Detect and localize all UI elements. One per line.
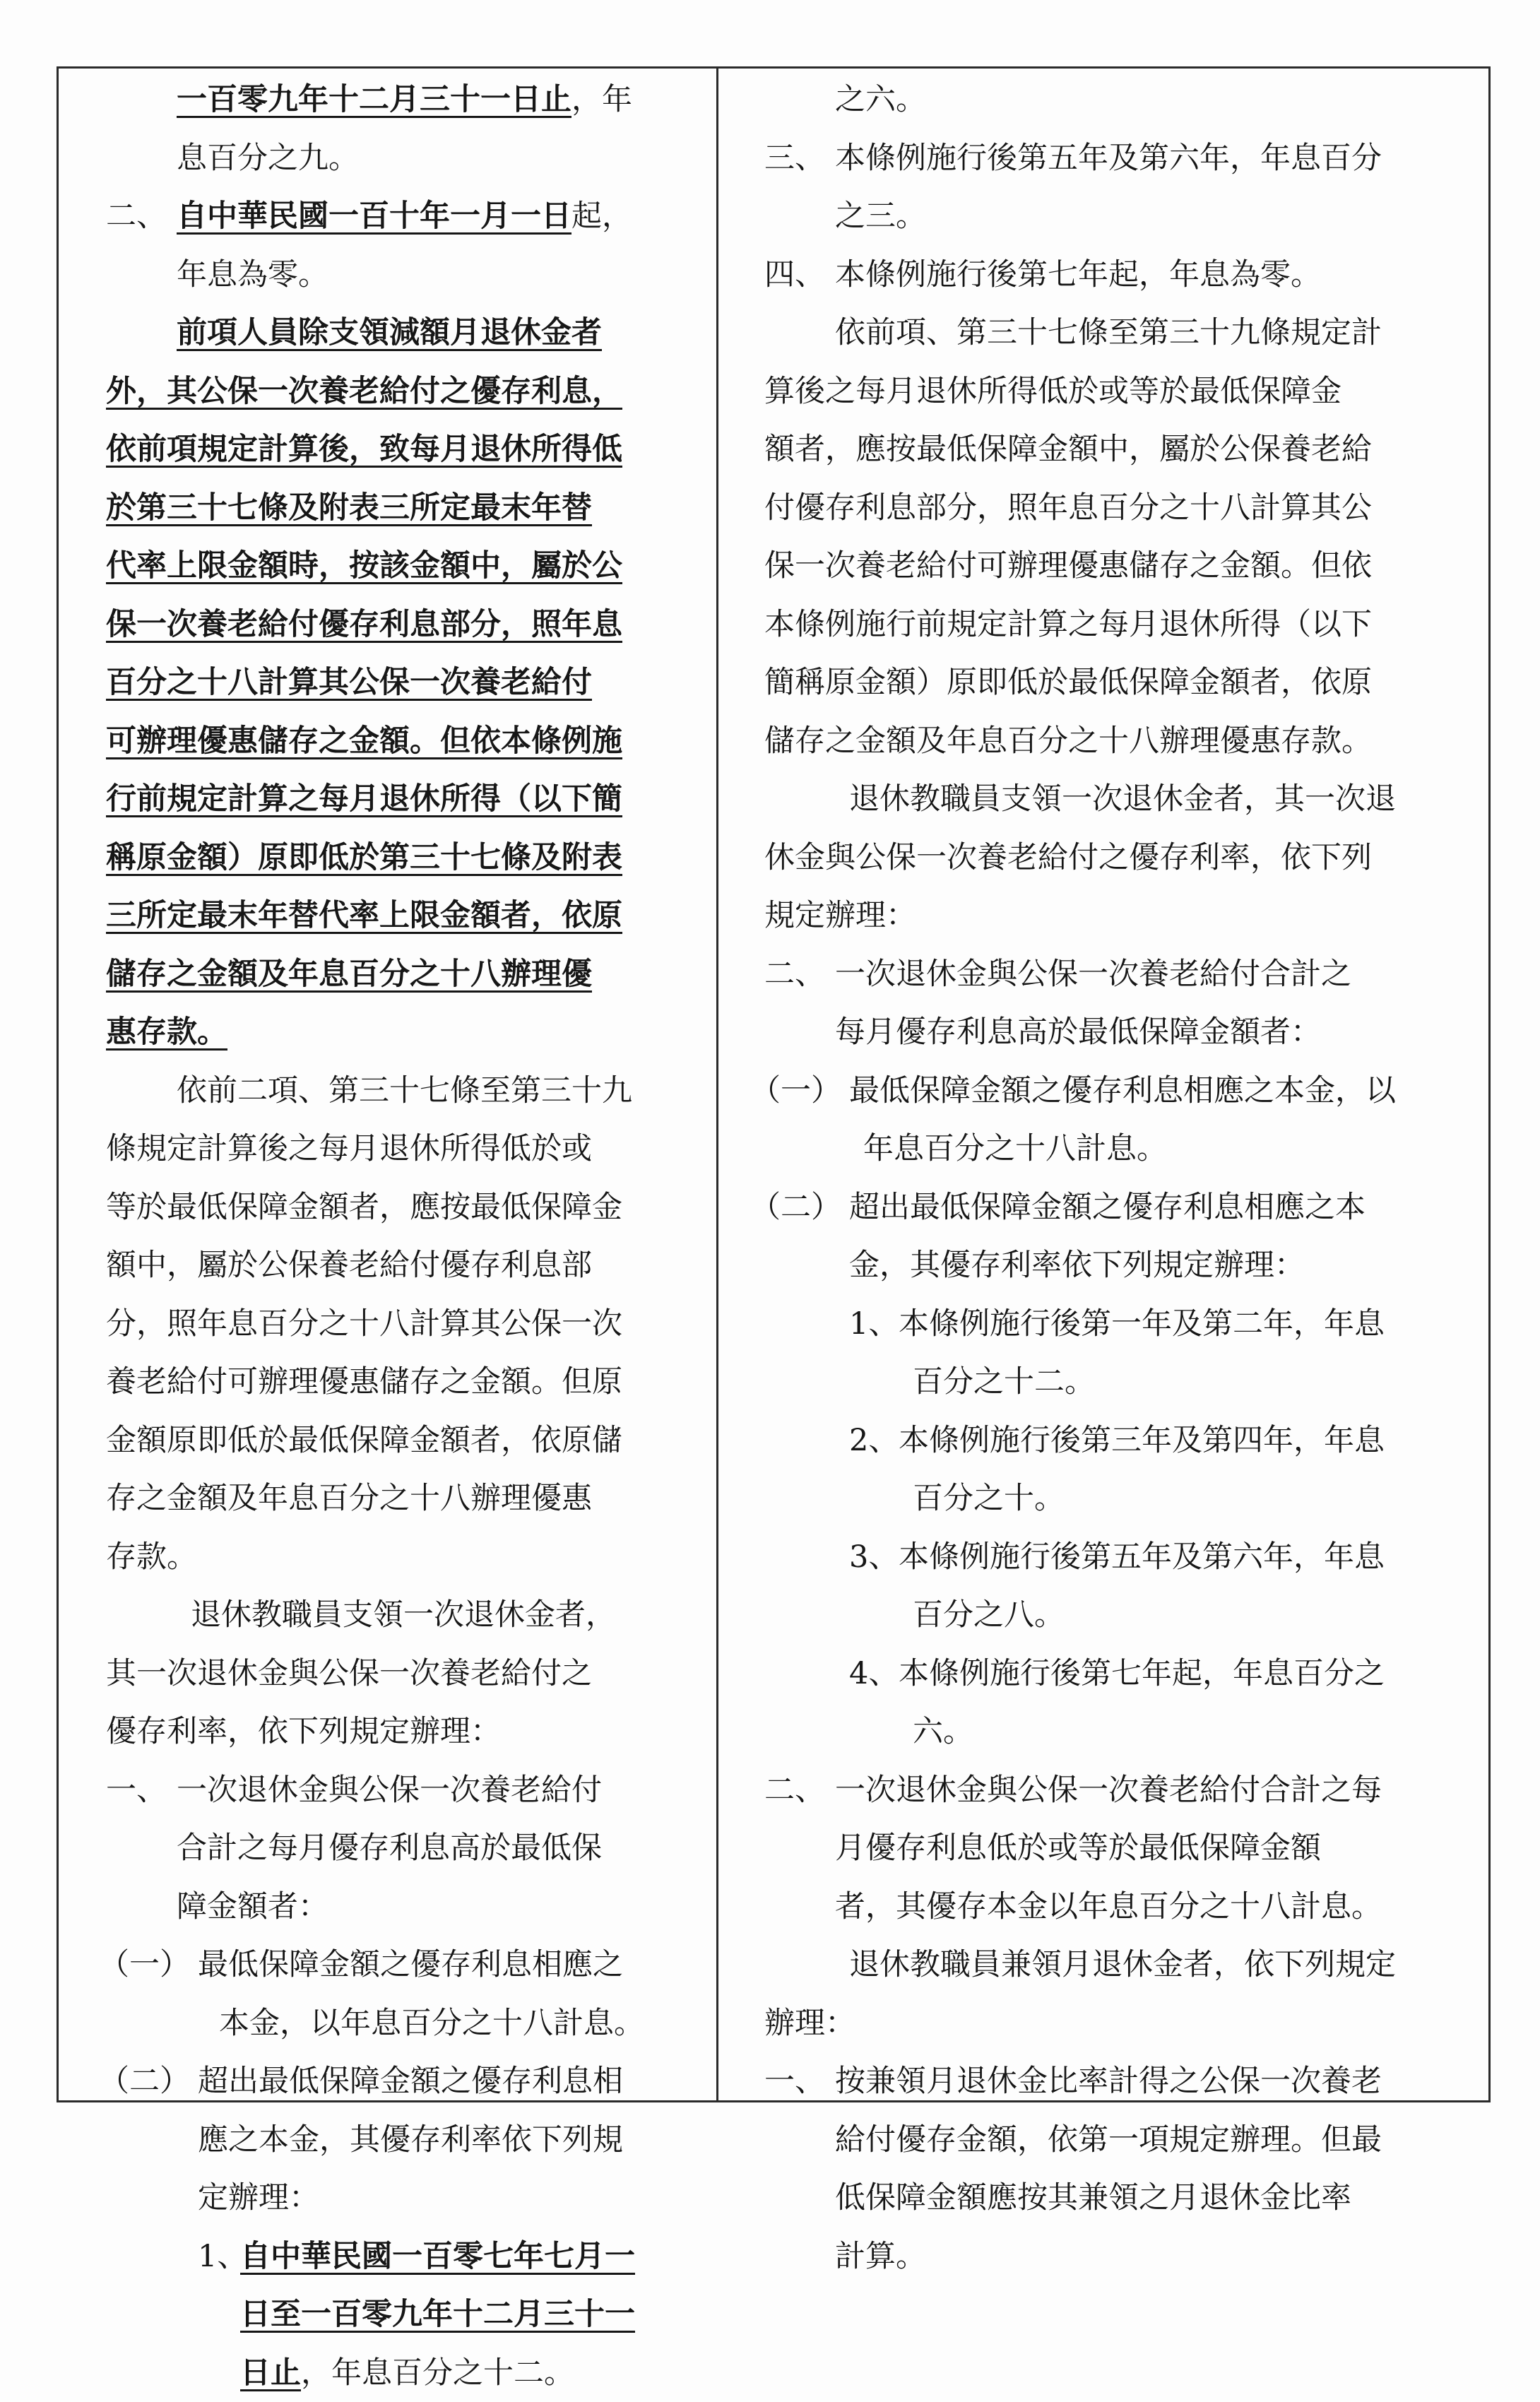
list-item-2: 二、 一次退休金與公保一次養老給付合計之 每月優存利息高於最低保障金額者： xyxy=(764,945,1475,1062)
numbered-item-3: 3、 本條例施行後第五年及第六年，年息 百分之八。 xyxy=(764,1528,1475,1645)
amended-paragraph: 前項人員除支領減額月退休金者 外，其公保一次養老給付之優存利息， 依前項規定計算後，致每月退休所得低 於第三十七條及附表三所定最末年替 代率上限金額時，按該金額中，屬於公 保一次養老給付優存利息部分，照年息 百分之十八計算其公保一次養老給付 可辦理優惠儲存之金額。但依本條例施 行前規定計算之每月退休所得（以下簡 稱原金額）原即低於第三十七條及附表 三所定最末年替代率上限金額者，依原 儲存之金額及年息百分之十八辦理優 惠存款。 xyxy=(106,304,705,1062)
sub-item-2: （二） 超出最低保障金額之優存利息相應之本 金，其優存利率依下列規定辦理： xyxy=(764,1178,1475,1295)
list-marker: （一） xyxy=(99,1936,190,1994)
paragraph: 依前項、第三十七條至第三十九條規定計 算後之每月退休所得低於或等於最低保障金 額者，應按最低保障金額中，屬於公保養老給 付優存利息部分，照年息百分之十八計算其公 保一次養老給付可辦理優惠儲存之金額。但依 本條例施行前規定計算之每月退休所得（以下 簡稱原金額）原即低於最低保障金額者，依原 儲存之金額及年息百分之十八辦理優惠存款。 xyxy=(764,304,1475,770)
list-item-2b: 二、 一次退休金與公保一次養老給付合計之每 月優存利息低於或等於最低保障金額 者，其優存本金以年息百分之十八計息。 xyxy=(764,1761,1475,1936)
left-continuation: 一百零九年十二月三十一日止，年 息百分之九。 xyxy=(106,71,705,187)
amended-text: 一百零九年十二月三十一日止 xyxy=(177,82,571,117)
amended-text: 日至一百零九年十二月三十一 xyxy=(240,2285,705,2344)
numbered-item-2: 2、 本條例施行後第三年及第四年，年息 百分之十。 xyxy=(764,1412,1475,1528)
list-item-2: 二、 自中華民國一百十年一月一日起， 年息為零。 xyxy=(106,187,705,304)
paragraph: 依前二項、第三十七條至第三十九 條規定計算後之每月退休所得低於或 等於最低保障金額者，應按最低保障金 額中，屬於公保養老給付優存利息部 分，照年息百分之十八計算其公保一次 養老給付可辦理優惠儲存之金額。但原 金額原即低於最低保障金額者，依原儲 存之金額及年息百分之十八辦理優惠 存款。 xyxy=(106,1062,705,1587)
numbered-item-1: 1、 本條例施行後第一年及第二年，年息 百分之十二。 xyxy=(764,1295,1475,1412)
list-marker: 1、 xyxy=(198,2228,247,2286)
list-item-1: 一、 按兼領月退休金比率計得之公保一次養老 給付優存金額，依第一項規定辦理。但最 低保障金額應按其兼領之月退休金比率 計算。 xyxy=(764,2052,1475,2285)
list-item-4: 四、 本條例施行後第七年起，年息為零。 xyxy=(764,246,1475,304)
right-column xyxy=(764,71,1475,2285)
left-column xyxy=(106,71,705,2402)
paragraph: 退休教職員支領一次退休金者， 其一次退休金與公保一次養老給付之 優存利率，依下列規定辦理： xyxy=(106,1586,705,1761)
right-continuation: 之六。 xyxy=(764,71,1475,129)
list-marker: （一） xyxy=(750,1062,841,1120)
sub-item-1: （一） 最低保障金額之優存利息相應之 本金，以年息百分之十八計息。 xyxy=(106,1936,705,2052)
column-divider xyxy=(716,66,718,2102)
list-marker: 3、 xyxy=(849,1528,899,1587)
numbered-item-1: 1、 自中華民國一百零七年七月一 日至一百零九年十二月三十一 日止，年息百分之十二。 xyxy=(106,2228,705,2402)
list-marker: 二、 xyxy=(106,187,167,246)
list-item-1: 一、 一次退休金與公保一次養老給付 合計之每月優存利息高於最低保 障金額者： xyxy=(106,1761,705,1936)
paragraph: 退休教職員支領一次退休金者，其一次退 休金與公保一次養老給付之優存利率，依下列 規定辦理： xyxy=(764,770,1475,945)
list-marker: （二） xyxy=(99,2052,190,2111)
sub-item-1: （一） 最低保障金額之優存利息相應之本金，以 年息百分之十八計息。 xyxy=(764,1062,1475,1178)
amended-text: 日止 xyxy=(240,2355,301,2391)
list-marker: 2、 xyxy=(849,1412,899,1470)
list-marker: 一、 xyxy=(764,2052,825,2111)
list-item-3: 三、 本條例施行後第五年及第六年，年息百分 之三。 xyxy=(764,129,1475,246)
list-marker: （二） xyxy=(750,1178,841,1237)
list-marker: 二、 xyxy=(764,945,825,1004)
list-marker: 二、 xyxy=(764,1761,825,1820)
list-marker: 四、 xyxy=(764,246,825,304)
amended-text: 自中華民國一百零七年七月一 xyxy=(240,2228,705,2286)
numbered-item-4: 4、 本條例施行後第七年起，年息百分之 六。 xyxy=(764,1645,1475,1761)
list-marker: 一、 xyxy=(106,1761,167,1820)
list-marker: 1、 xyxy=(849,1295,899,1354)
paragraph: 退休教職員兼領月退休金者，依下列規定 辦理： xyxy=(764,1936,1475,2052)
list-marker: 4、 xyxy=(849,1645,899,1703)
list-marker: 三、 xyxy=(764,129,825,188)
sub-item-2: （二） 超出最低保障金額之優存利息相 應之本金，其優存利率依下列規 定辦理： xyxy=(106,2052,705,2228)
amended-text: 自中華民國一百十年一月一日 xyxy=(177,199,571,234)
